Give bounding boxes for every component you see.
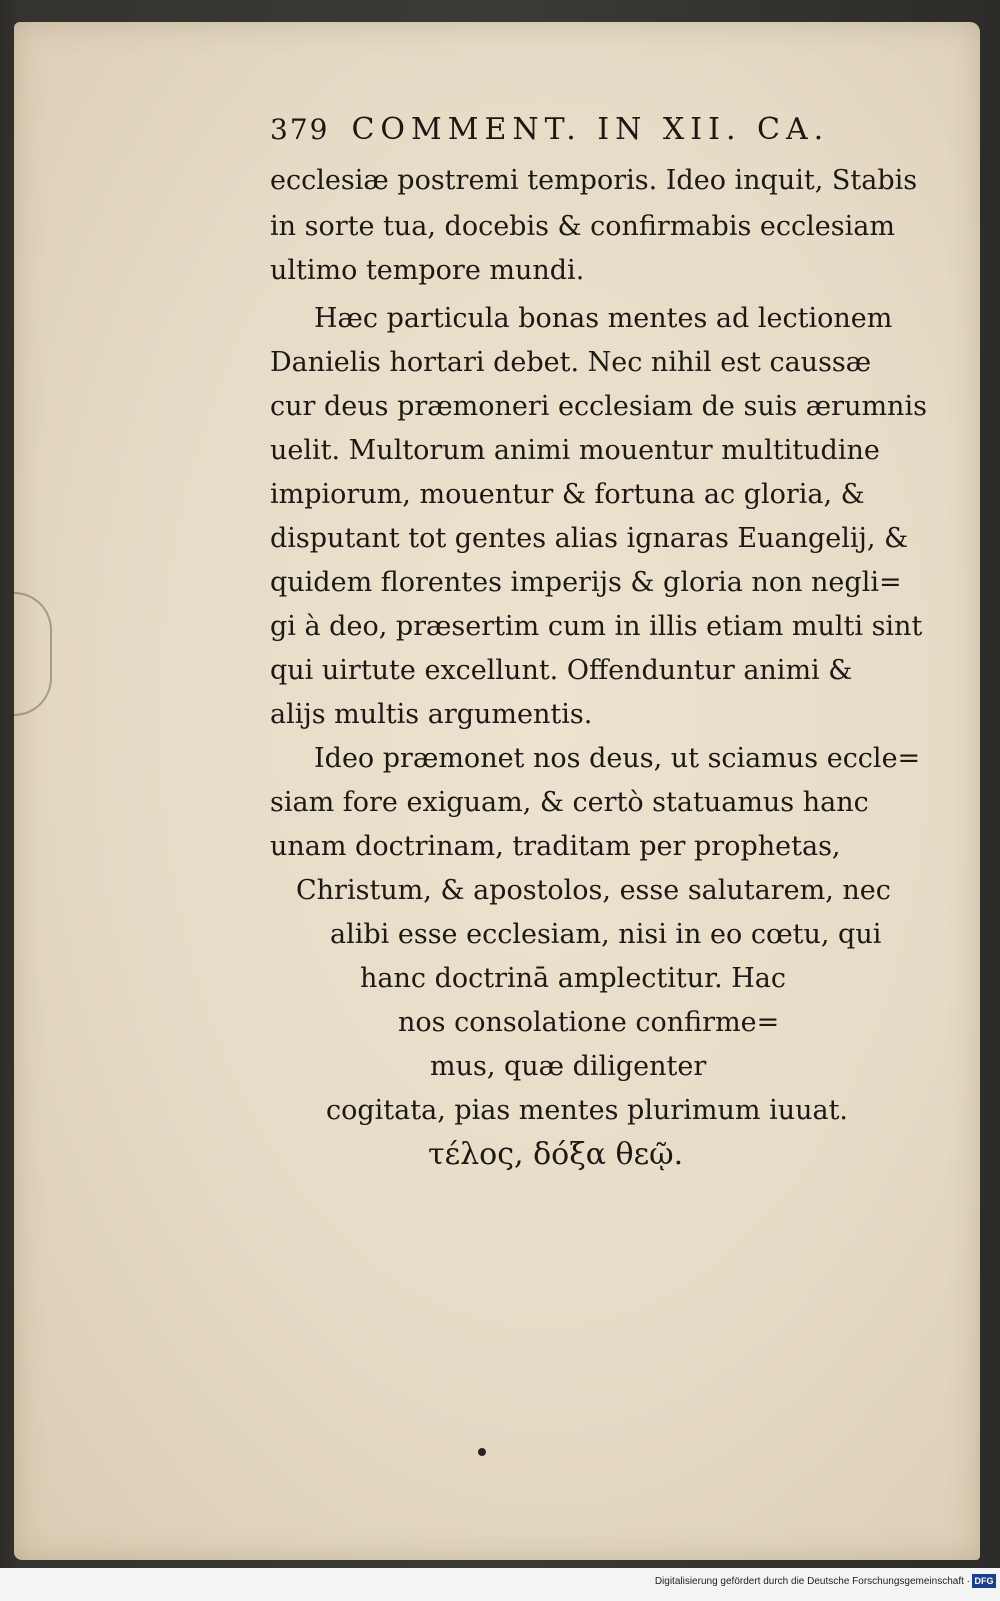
footer-bar [0,1568,1000,1601]
text-line: Danielis hortari debet. Nec nihil est caussæ [270,347,872,378]
text-line: quidem florentes imperijs & gloria non negli= [270,567,902,598]
running-head [270,112,870,152]
text-line: unam doctrinam, traditam per prophetas, [270,831,841,862]
dfg-logo: DFG [972,1574,996,1588]
binding-clasp-shadow [14,592,52,716]
text-line: alijs multis argumentis. [270,699,593,730]
ink-dot [478,1448,486,1456]
text-line: mus, quæ diligenter [430,1051,707,1082]
text-line: siam fore exiguam, & certò statuamus hanc [270,787,869,818]
text-line: Christum, & apostolos, esse salutarem, nec [296,875,891,906]
text-line: qui uirtute excellunt. Offenduntur animi & [270,655,853,686]
text-line: uelit. Multorum animi mouentur multitudine [270,435,880,466]
text-line: disputant tot gentes alias ignaras Euangelij, & [270,523,909,554]
text-line: in sorte tua, docebis & confirmabis ecclesiam [270,211,895,242]
text-line: Ideo præmonet nos deus, ut sciamus eccle= [314,743,921,774]
colophon: τέλος, δόξα θεῷ. [428,1137,684,1172]
running-title: COMMENT. IN XII. CA. [351,112,830,147]
page-number: 379 [270,113,330,146]
text-line: ultimo tempore mundi. [270,255,585,286]
text-line: cogitata, pias mentes plurimum iuuat. [326,1095,849,1126]
footer-credit: Digitalisierung gefördert durch die Deutsche Forschungsgemeinschaft · [654,1576,970,1587]
text-line: cur deus præmoneri ecclesiam de suis ærumnis [270,391,927,422]
text-line: nos consolatione confirme= [398,1007,780,1038]
text-line: gi à deo, præsertim cum in illis etiam multi sint [270,611,923,642]
text-line: hanc doctrinā amplectitur. Hac [360,963,787,994]
text-line: impiorum, mouentur & fortuna ac gloria, & [270,479,865,510]
text-line: alibi esse ecclesiam, nisi in eo cœtu, qui [330,919,882,950]
text-line: ecclesiæ postremi temporis. Ideo inquit, Stabis [270,165,918,196]
text-line: Hæc particula bonas mentes ad lectionem [314,303,893,334]
